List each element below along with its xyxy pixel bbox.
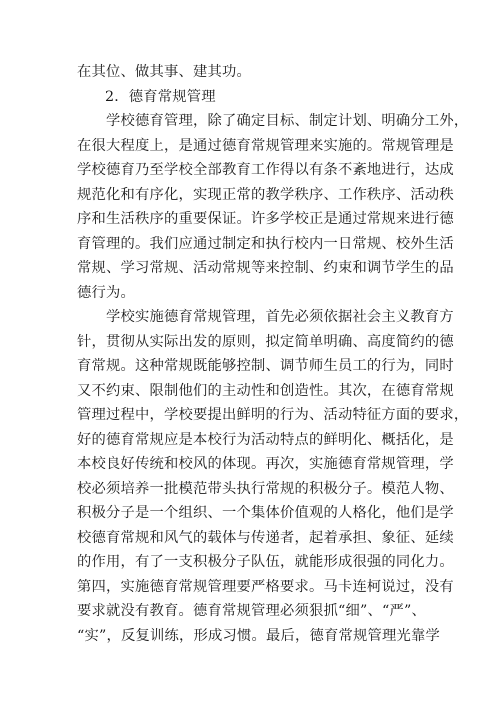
text-line: 育管理的。我们应通过制定和执行校内一日常规、校外生活 — [77, 235, 454, 252]
text-line: 学校实施德育常规管理，首先必须依据社会主义教育方 — [77, 309, 454, 325]
text-line: 要求就没有教育。德育常规管理必须狠抓“细”、“严”、 — [77, 603, 426, 619]
text-line: 第四，实施德育常规管理要严格要求。马卡连柯说过，没有 — [77, 578, 454, 595]
text-line: 针，贯彻从实际出发的原则，拟定简单明确、高度简约的德 — [77, 333, 454, 350]
text-line: 规范化和有序化，实现正常的教学秩序、工作秩序、活动秩 — [77, 186, 454, 203]
text-line: 学校德育管理，除了确定目标、制定计划、明确分工外， — [77, 113, 469, 129]
text-line: 德行为。 — [77, 284, 135, 301]
text-line: 育常规。这种常规既能够控制、调节师生员工的行为，同时 — [77, 358, 454, 374]
text-line: 序和生活秩序的重要保证。许多学校正是通过常规来进行德 — [77, 211, 454, 227]
text-line: 学校德育乃至学校全部教育工作得以有条不紊地进行，达成 — [77, 162, 454, 178]
text-line: 的作用，有了一支积极分子队伍，就能形成很强的同化力。 — [77, 554, 454, 570]
text-line: 在其位、做其事、建其功。 — [77, 64, 251, 80]
text-line: 校必须培养一批模范带头执行常规的积极分子。模范人物、 — [77, 480, 454, 497]
text-line: “实”，反复训练，形成习惯。最后，德育常规管理光靠学 — [77, 627, 440, 644]
text-line: 常规、学习常规、活动常规等来控制、约束和调节学生的品 — [77, 260, 454, 276]
section-heading: 2．德育常规管理 — [105, 88, 216, 105]
text-line: 校德育常规和风气的载体与传递者，起着承担、象征、延续 — [77, 529, 454, 546]
text-line: 本校良好传统和校风的体现。再次，实施德育常规管理，学 — [77, 456, 454, 472]
text-line: 管理过程中，学校要提出鲜明的行为、活动特征方面的要求， — [77, 407, 469, 423]
text-line: 积极分子是一个组织、一个集体价值观的人格化，他们是学 — [77, 505, 454, 521]
text-line: 好的德育常规应是本校行为活动特点的鲜明化、概括化，是 — [77, 431, 454, 448]
document-page — [77, 60, 469, 648]
text-line: 在很大程度上，是通过德育常规管理来实施的。常规管理是 — [77, 137, 454, 154]
text-line: 又不约束、限制他们的主动性和创造性。其次，在德育常规 — [77, 382, 454, 399]
